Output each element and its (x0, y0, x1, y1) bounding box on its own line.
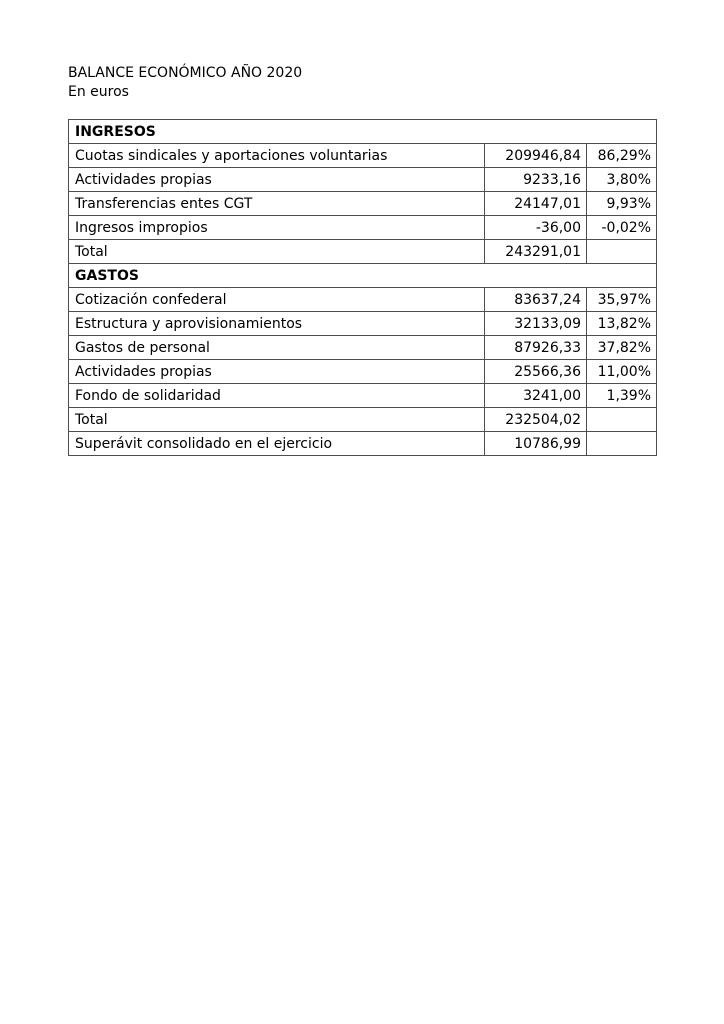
row-amount: 24147,01 (485, 192, 587, 216)
row-label: Cotización confederal (69, 288, 485, 312)
section-header-row (69, 120, 657, 144)
table-row (69, 312, 657, 336)
row-amount: 232504,02 (485, 408, 587, 432)
row-amount: 83637,24 (485, 288, 587, 312)
row-label: Actividades propias (69, 168, 485, 192)
row-percent: 11,00% (587, 360, 657, 384)
table-row (69, 360, 657, 384)
row-label: Cuotas sindicales y aportaciones voluntarias (69, 144, 485, 168)
table-row (69, 144, 657, 168)
table-row (69, 384, 657, 408)
surplus-row (69, 432, 657, 456)
page-subtitle: En euros (68, 84, 129, 100)
row-percent (587, 408, 657, 432)
total-row (69, 240, 657, 264)
row-amount: 10786,99 (485, 432, 587, 456)
row-amount: 209946,84 (485, 144, 587, 168)
table-row (69, 288, 657, 312)
total-row (69, 408, 657, 432)
row-percent: 35,97% (587, 288, 657, 312)
row-label: Gastos de personal (69, 336, 485, 360)
row-amount: 87926,33 (485, 336, 587, 360)
row-label: Ingresos impropios (69, 216, 485, 240)
row-percent: 13,82% (587, 312, 657, 336)
row-label: Fondo de solidaridad (69, 384, 485, 408)
row-label: Actividades propias (69, 360, 485, 384)
row-amount: 243291,01 (485, 240, 587, 264)
page-title: BALANCE ECONÓMICO AÑO 2020 (68, 65, 303, 81)
table-row (69, 336, 657, 360)
row-amount: 32133,09 (485, 312, 587, 336)
row-amount: 25566,36 (485, 360, 587, 384)
row-label: Superávit consolidado en el ejercicio (69, 432, 485, 456)
row-percent: 37,82% (587, 336, 657, 360)
table-row (69, 216, 657, 240)
section-header-ingresos: INGRESOS (69, 120, 657, 144)
row-percent: 1,39% (587, 384, 657, 408)
table-row (69, 192, 657, 216)
row-percent (587, 240, 657, 264)
document-content (68, 64, 657, 456)
row-label: Total (69, 240, 485, 264)
row-label: Estructura y aprovisionamientos (69, 312, 485, 336)
row-amount: -36,00 (485, 216, 587, 240)
row-label: Total (69, 408, 485, 432)
row-amount: 3241,00 (485, 384, 587, 408)
section-header-gastos: GASTOS (69, 264, 657, 288)
table-row (69, 168, 657, 192)
row-amount: 9233,16 (485, 168, 587, 192)
row-label: Transferencias entes CGT (69, 192, 485, 216)
row-percent: -0,02% (587, 216, 657, 240)
balance-table (68, 119, 657, 456)
section-header-row (69, 264, 657, 288)
row-percent: 86,29% (587, 144, 657, 168)
row-percent: 3,80% (587, 168, 657, 192)
row-percent (587, 432, 657, 456)
row-percent: 9,93% (587, 192, 657, 216)
